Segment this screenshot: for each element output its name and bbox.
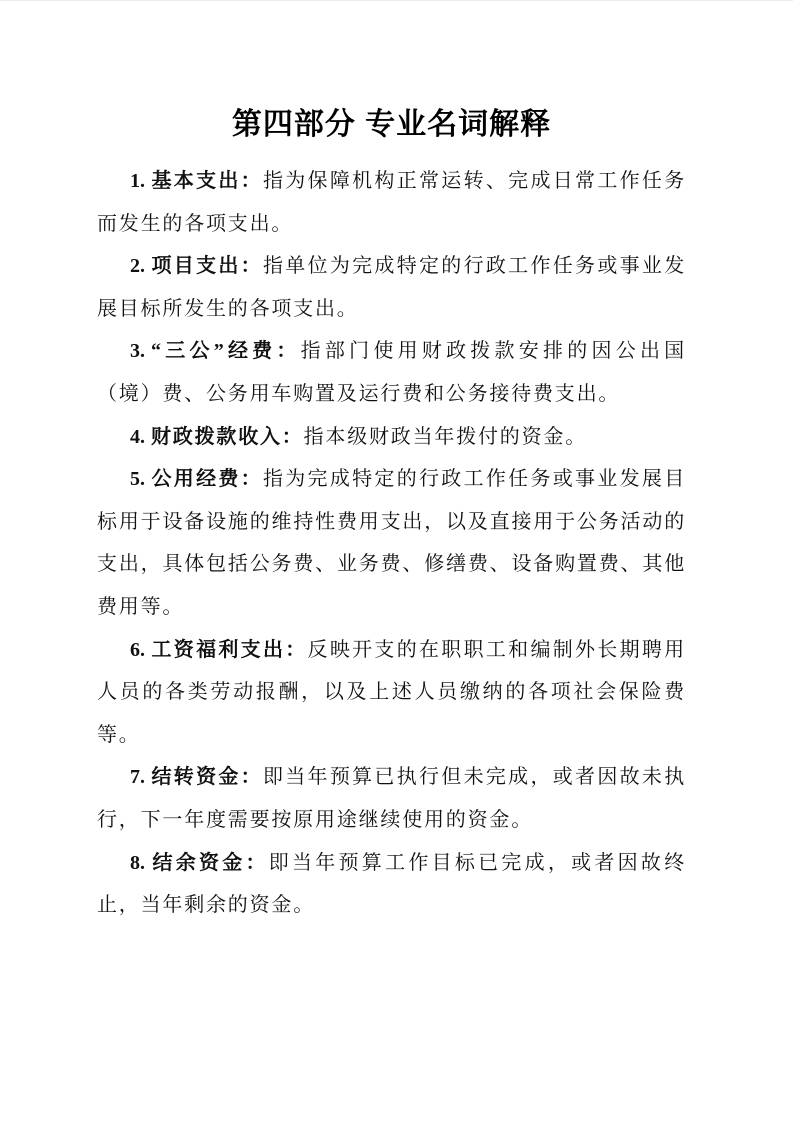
item-body: 反映开支的在职职工和编制外长期聘用人员的各类劳动报酬，以及上述人员缴纳的各项社会保险费等。 (97, 638, 686, 746)
item-term: 基本支出： (151, 170, 263, 192)
page-title: 第四部分 专业名词解释 (231, 108, 552, 141)
item-body: 即当年预算已执行但未完成，或者因故未执行，下一年度需要按原用途继续使用的资金。 (97, 766, 687, 831)
definition-item-8 (97, 842, 686, 927)
definition-item-4 (97, 416, 686, 459)
item-body: 指部门使用财政拨款安排的因公出国（境）费、公务用车购置及运行费和公务接待费支出。 (97, 340, 686, 405)
item-number: 1. (130, 170, 145, 192)
definition-item-2 (97, 245, 686, 330)
item-body: 即当年预算工作目标已完成，或者因故终止，当年剩余的资金。 (97, 851, 686, 917)
item-term: 公用经费： (151, 468, 263, 491)
item-number: 3. (130, 340, 145, 363)
item-term: 结余资金： (151, 851, 269, 874)
item-body: 指为完成特定的行政工作任务或事业发展目标用于设备设施的维持性费用支出，以及直接用于公务活动的支出，具体包括公务费、业务费、修缮费、设备购置费、其他费用等。 (97, 468, 687, 618)
item-term: 工资福利支出： (151, 638, 308, 661)
item-number: 7. (130, 766, 145, 789)
item-number: 5. (130, 468, 145, 491)
item-body: 指为保障机构正常运转、完成日常工作任务而发生的各项支出。 (97, 170, 687, 235)
definition-item-3 (97, 330, 686, 415)
item-number: 2. (130, 255, 145, 278)
item-term: “三公”经费： (151, 340, 301, 363)
definition-item-7 (97, 756, 686, 841)
item-body: 指单位为完成特定的行政工作任务或事业发展目标所发生的各项支出。 (97, 255, 687, 320)
item-number: 6. (130, 638, 145, 661)
page-content (97, 1, 686, 927)
definition-item-1 (97, 160, 686, 245)
item-number: 4. (130, 425, 145, 448)
item-body: 指本级财政当年拨付的资金。 (303, 425, 588, 448)
item-term: 结转资金： (151, 766, 263, 789)
item-term: 财政拨款收入： (151, 425, 304, 448)
definition-item-5 (97, 458, 686, 628)
item-number: 8. (130, 851, 145, 874)
definition-item-6 (97, 629, 686, 757)
item-term: 项目支出： (151, 255, 263, 278)
